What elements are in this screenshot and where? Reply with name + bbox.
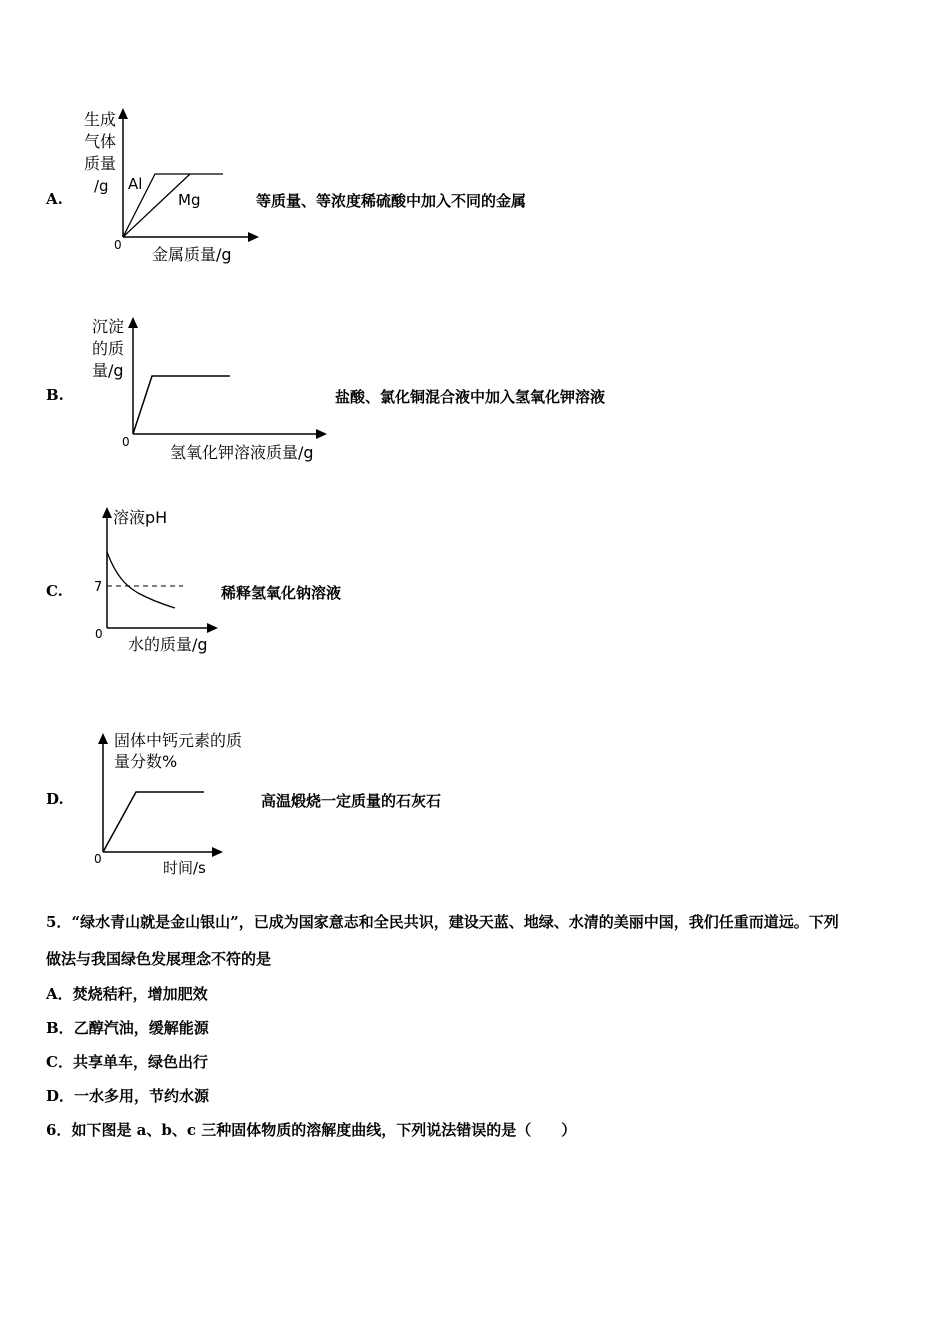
question-5-number: 5． <box>46 913 72 931</box>
graph-b-line <box>133 376 230 434</box>
graph-b-y-label-1: 沉淀 <box>92 317 125 336</box>
graph-c-x-label: 水的质量/g <box>128 635 208 654</box>
graph-d-x-arrow <box>212 847 223 857</box>
graph-b-origin: 0 <box>122 435 130 449</box>
graph-a-x-label: 金属质量/g <box>152 245 232 264</box>
question-5-text-line-1: “绿水青山就是金山银山”，已成为国家意志和全民共识，建设天蓝、地绿、水清的美丽中国，我们任重而道远。下列 <box>71 913 839 931</box>
question-5-choice-d <box>46 1085 209 1106</box>
option-b-description: 盐酸、氯化铜混合液中加入氢氧化钾溶液 <box>335 388 606 406</box>
graph-b-x-arrow <box>316 429 327 439</box>
graph-c-curve <box>107 552 175 608</box>
graph-c-x-arrow <box>207 623 218 633</box>
graph-c-origin: 0 <box>95 627 103 641</box>
question-6 <box>46 1119 576 1140</box>
graph-c <box>86 500 236 660</box>
option-a-description: 等质量、等浓度稀硫酸中加入不同的金属 <box>256 192 527 210</box>
graph-a-y-label-2: 气体 <box>84 132 117 151</box>
option-c-letter: C. <box>46 582 63 600</box>
graph-a-origin: 0 <box>114 238 122 252</box>
choice-a-letter: A． <box>46 985 73 1003</box>
graph-d-x-label: 时间/s <box>163 859 206 877</box>
graph-d-y-label-2: 量分数% <box>114 752 178 771</box>
graph-c-tick-7: 7 <box>94 580 103 595</box>
question-5-choice-b <box>46 1017 209 1038</box>
graph-b <box>88 310 338 470</box>
graph-a-label-al: Al <box>128 175 143 193</box>
graph-b-y-label-2: 的质 <box>92 339 125 358</box>
choice-d-letter: D． <box>46 1087 75 1105</box>
graph-c-y-label: 溶液pH <box>113 508 168 527</box>
graph-b-y-label-3: 量/g <box>92 361 124 380</box>
graph-d-line <box>103 792 204 852</box>
choice-c-letter: C． <box>46 1053 73 1071</box>
option-d-letter: D. <box>46 790 64 808</box>
question-5-text-line-2: 做法与我国绿色发展理念不符的是 <box>46 950 272 968</box>
question-5-choice-a <box>46 983 208 1004</box>
option-d-description: 高温煅烧一定质量的石灰石 <box>261 792 442 810</box>
question-5-line-1 <box>46 911 839 932</box>
choice-b-text: 乙醇汽油，缓解能源 <box>73 1019 209 1037</box>
graph-c-y-arrow <box>102 507 112 518</box>
option-b-letter: B. <box>46 386 64 404</box>
graph-d-y-label-1: 固体中钙元素的质 <box>114 731 243 750</box>
question-5-choice-c <box>46 1051 208 1072</box>
graph-a <box>80 105 260 270</box>
choice-d-text: 一水多用，节约水源 <box>74 1087 210 1105</box>
graph-d-origin: 0 <box>94 852 102 866</box>
question-6-text: 如下图是 a、b、c 三种固体物质的溶解度曲线，下列说法错误的是（ ） <box>71 1121 577 1139</box>
graph-a-label-mg: Mg <box>178 191 201 209</box>
choice-c-text: 共享单车，绿色出行 <box>72 1053 208 1071</box>
option-a-letter: A. <box>46 190 63 208</box>
graph-a-y-label-1: 生成 <box>84 110 117 129</box>
graph-d <box>86 722 266 882</box>
graph-b-x-label: 氢氧化钾溶液质量/g <box>170 443 314 462</box>
graph-a-x-arrow <box>248 232 259 242</box>
graph-d-y-arrow <box>98 733 108 744</box>
graph-a-y-label-4: /g <box>94 177 109 195</box>
graph-a-y-label-3: 质量 <box>84 154 117 173</box>
graph-b-y-arrow <box>128 317 138 328</box>
choice-a-text: 焚烧秸秆，增加肥效 <box>72 985 208 1003</box>
choice-b-letter: B． <box>46 1019 74 1037</box>
question-6-number: 6． <box>46 1121 72 1139</box>
option-c-description: 稀释氢氧化钠溶液 <box>221 584 342 602</box>
graph-a-y-arrow <box>118 108 128 119</box>
